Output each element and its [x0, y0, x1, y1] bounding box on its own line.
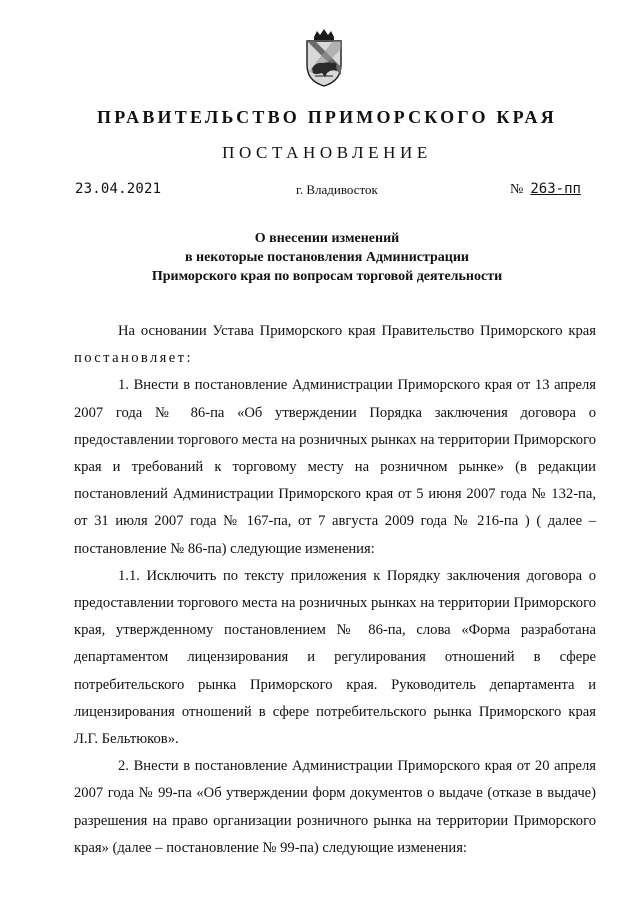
number-value: 263-пп: [530, 181, 581, 197]
paragraph-2: 2. Внести в постановление Администрации Приморского края от 20 апреля 2007 года № 99-па «Об утверждении форм документов о выдаче (отказе в выдаче) разрешения на право организации розничного рынка на территории Приморского края» (далее – постановление № 99-па) следующие изменения:: [74, 758, 596, 856]
intro-paragraph: [74, 318, 596, 372]
heading-line-3: Приморского края по вопросам торговой деятельности: [151, 269, 503, 284]
intro-lead: На основании Устава Приморского края Правительство Приморского края: [118, 323, 596, 339]
heading-line-1: О внесении изменений: [254, 231, 400, 246]
paragraph-1-1: 1.1. Исключить по тексту приложения к Порядку заключения договора о предоставлении торгового места на розничных рынках на территории Приморского края, утвержденному постановлением № 86-па, слова «Форма разработана департаментом лицензирования и регулирования отношений в сфере потребительского рынка Приморского края. Руководитель департамента и лицензирования отношений в сфере потребительского рынка Приморского края Л.Г. Бельтюков».: [74, 567, 596, 748]
government-title: ПРАВИТЕЛЬСТВО ПРИМОРСКОГО КРАЯ: [97, 107, 557, 127]
document-heading: [0, 229, 640, 286]
document-number: [510, 181, 581, 198]
document-city: г. Владивосток: [296, 182, 378, 197]
document-body: [74, 318, 596, 862]
document-type: ПОСТАНОВЛЕНИЕ: [222, 143, 432, 162]
intro-resolves: постановляет: [74, 350, 187, 367]
heading-line-2: в некоторые постановления Администрации: [184, 250, 470, 265]
paragraph-1: 1. Внести в постановление Администрации Приморского края от 13 апреля 2007 года № 86-па «Об утверждении Порядка заключения договора о предоставлении торгового места на розничных рынках на территории Приморского края и требований к торговому месту на розничном рынке» (в редакции постановлений Администрации Приморского края от 5 июня 2007 года № 132-па, от 31 июля 2007 года № 167-па, от 7 августа 2009 года № 216-па ) ( далее – постановление № 86-па) следующие изменения:: [74, 377, 596, 557]
document-date: 23.04.2021: [75, 181, 162, 197]
coat-of-arms-emblem: [301, 29, 347, 87]
intro-tail: :: [186, 350, 191, 367]
number-sign: №: [510, 182, 524, 197]
